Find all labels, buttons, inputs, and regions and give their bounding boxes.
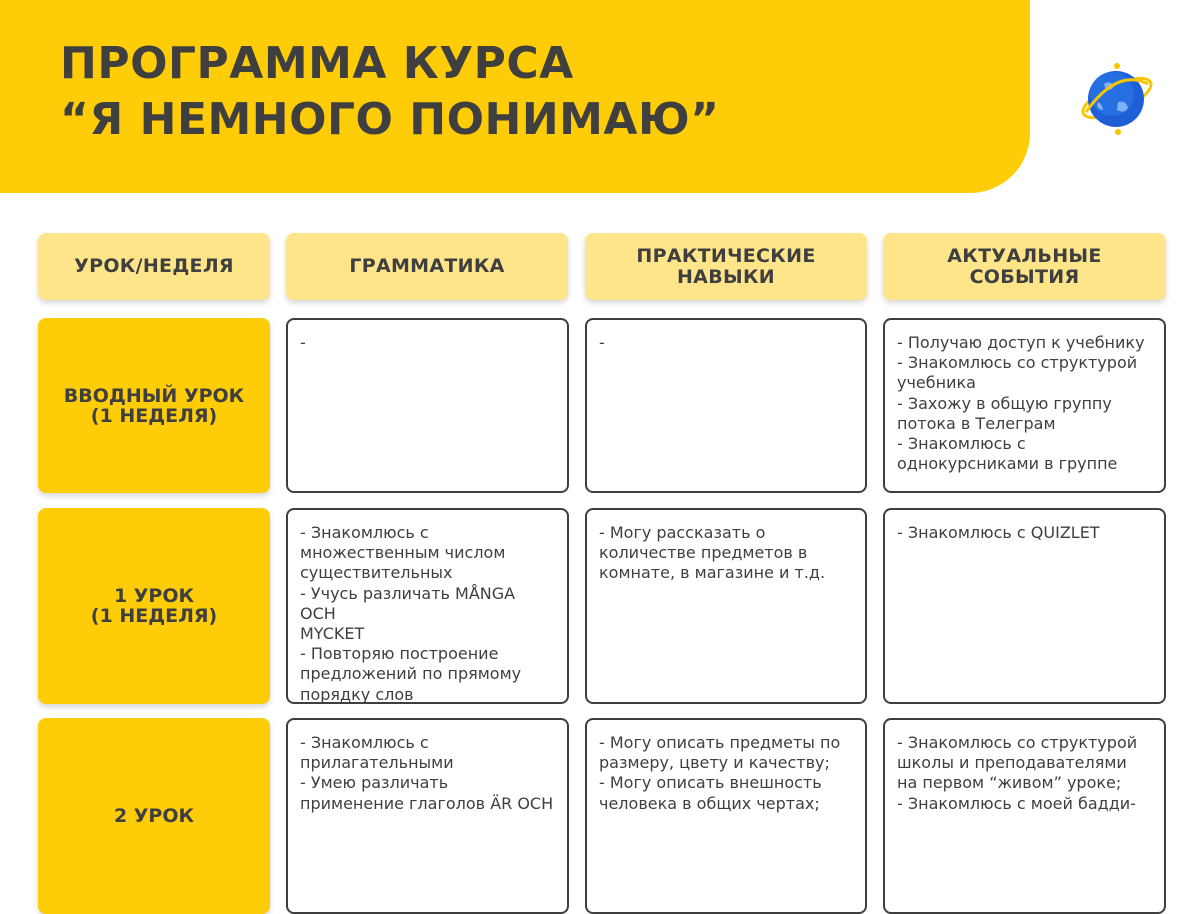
title-banner — [0, 0, 1030, 193]
column-header-lesson-label: УРОК/НЕДЕЛЯ — [74, 255, 234, 277]
cell-text-line: - Захожу в общую группу — [897, 393, 1112, 413]
cell-text-line: прилагательными — [300, 753, 454, 773]
row-label-lesson-2-text: 2 УРОК — [113, 805, 195, 827]
cell-text-line: - — [599, 333, 605, 352]
column-header-events-label: АКТУАЛЬНЫЕ СОБЫТИЯ — [947, 244, 1102, 288]
cell-text-line: - Повторяю построение — [300, 644, 499, 664]
column-header-lesson — [38, 233, 270, 300]
row-label-intro — [38, 318, 270, 493]
cell-text-line: применение глаголов ÄR OCH — [300, 793, 554, 813]
column-header-skills — [585, 233, 867, 300]
column-header-grammar — [286, 233, 568, 300]
cell-text-line: - Знакомлюсь со структурой — [897, 733, 1138, 752]
cell-text-line: - Знакомлюсь со структурой — [897, 353, 1138, 373]
cell-skills-intro — [585, 318, 867, 493]
cell-text-line: предложений по прямому — [300, 664, 522, 684]
cell-text-line: человека в общих чертах; — [599, 793, 820, 813]
cell-text-line: - Могу описать предметы по — [599, 733, 841, 752]
cell-skills-lesson-2 — [585, 718, 867, 914]
cell-text-line: - Получаю доступ к учебнику — [897, 333, 1145, 352]
cell-text-line: на первом “живом” уроке; — [897, 773, 1122, 793]
column-header-grammar-label: ГРАММАТИКА — [349, 255, 505, 277]
cell-text-line: - Могу описать внешность — [599, 773, 822, 793]
row-label-lesson-2 — [38, 718, 270, 914]
cell-text-line: - Знакомлюсь с QUIZLET — [897, 523, 1100, 542]
cell-text-line: порядку слов — [300, 684, 414, 704]
cell-text-line: - Могу рассказать о — [599, 523, 766, 542]
globe-logo-icon — [1078, 58, 1156, 138]
cell-text-line: учебника — [897, 373, 976, 393]
cell-grammar-intro — [286, 318, 569, 493]
cell-skills-lesson-1 — [585, 508, 867, 704]
cell-grammar-lesson-2 — [286, 718, 569, 914]
cell-text-line: школы и преподавателями — [897, 753, 1127, 773]
cell-text-line: количестве предметов в — [599, 543, 808, 563]
cell-text-line: - — [300, 333, 306, 352]
page-title-line-2: “Я НЕМНОГО ПОНИМАЮ” — [60, 94, 720, 145]
cell-events-lesson-1 — [883, 508, 1166, 704]
page-title-line-1: ПРОГРАММА КУРСА — [60, 38, 574, 89]
row-label-intro-text: ВВОДНЫЙ УРОК (1 НЕДЕЛЯ) — [63, 384, 245, 427]
cell-text-line: комнате, в магазине и т.д. — [599, 563, 826, 583]
cell-text-line: существительных — [300, 563, 453, 583]
cell-text-line: однокурсниками в группе — [897, 454, 1118, 474]
cell-text-line: MYCKET — [300, 624, 365, 644]
cell-text-line: - Учусь различать MÅNGA OCH — [300, 583, 516, 623]
row-label-lesson-1-text: 1 УРОК (1 НЕДЕЛЯ) — [90, 585, 218, 627]
cell-text-line: - Знакомлюсь с — [897, 434, 1026, 454]
cell-text-line: размеру, цвету и качеству; — [599, 753, 830, 773]
column-header-events — [883, 233, 1166, 300]
cell-grammar-lesson-1 — [286, 508, 569, 704]
cell-events-intro — [883, 318, 1166, 493]
cell-text-line: потока в Телеграм — [897, 413, 1056, 433]
page-title — [60, 36, 720, 148]
cell-text-line: множественным числом — [300, 543, 506, 563]
cell-text-line: - Знакомлюсь с — [300, 733, 429, 752]
column-header-skills-label: ПРАКТИЧЕСКИЕ НАВЫКИ — [636, 244, 816, 288]
cell-events-lesson-2 — [883, 718, 1166, 914]
cell-text-line: - Знакомлюсь с — [300, 523, 429, 542]
cell-text-line: - Умею различать — [300, 773, 449, 793]
cell-text-line: - Знакомлюсь с моей бадди- — [897, 793, 1136, 813]
row-label-lesson-1 — [38, 508, 270, 704]
